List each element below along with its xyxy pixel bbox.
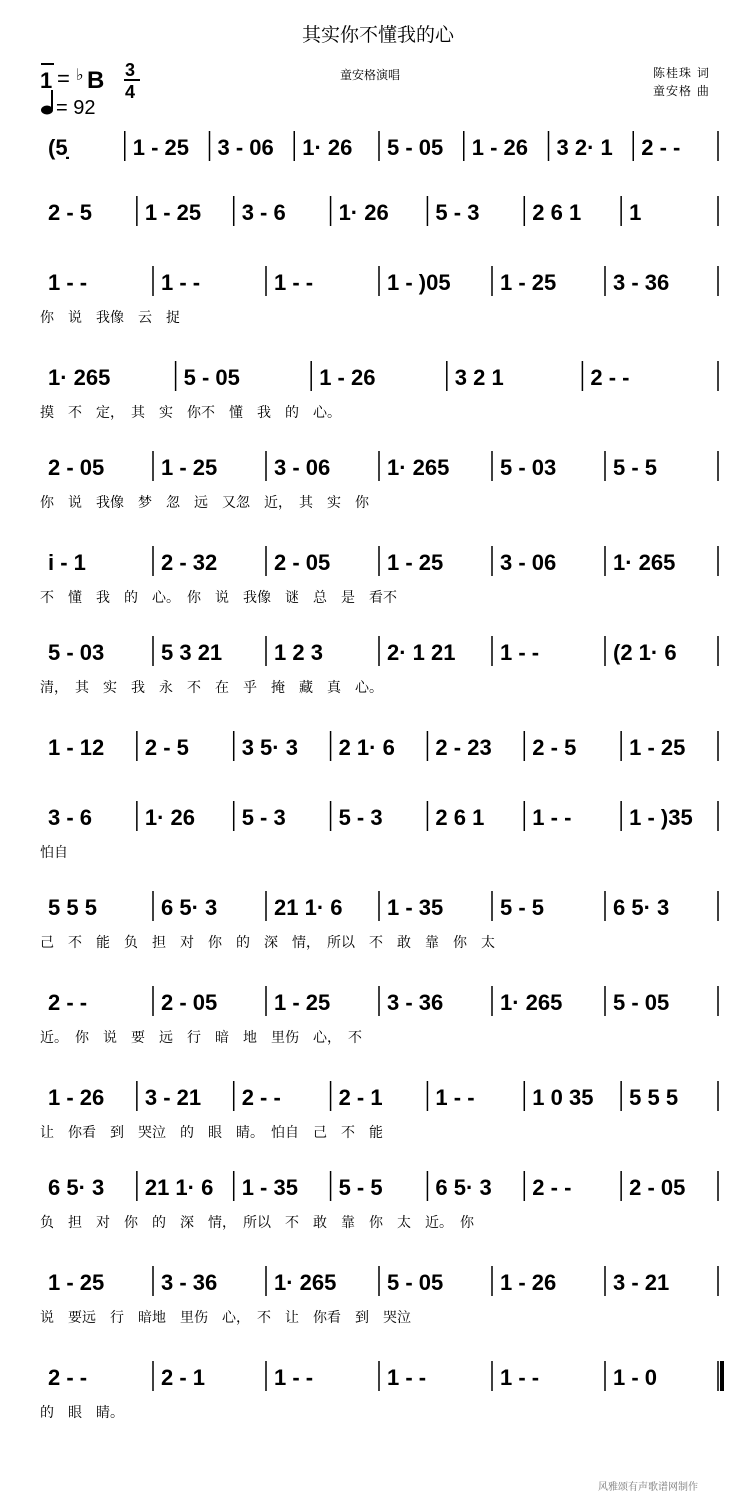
lyric-line: 不 懂 我 的 心。 你 说 我像 谜 总 是 看不 <box>40 590 397 606</box>
measure: 1 - - <box>500 640 540 665</box>
measure: 1· 265 <box>48 365 111 390</box>
measure: 1 - 26 <box>48 1085 105 1110</box>
measure: 5 5 5 <box>629 1085 679 1110</box>
measure: 5 - 05 <box>183 365 240 390</box>
measure: 1 - 12 <box>48 735 105 760</box>
measure: 2 1· 6 <box>338 735 395 760</box>
key-tonic: 1 <box>40 68 53 93</box>
measure: 3 - 36 <box>613 270 670 295</box>
lyric-line: 你 说 我像 云 捉 <box>40 310 180 326</box>
measure: 2 - 5 <box>48 200 93 225</box>
lyric-line: 说 要远 行 暗地 里伤 心， 不 让 你看 到 哭泣 <box>40 1310 411 1326</box>
measure: 2 - 23 <box>435 735 492 760</box>
measure: 1 2 3 <box>274 640 323 665</box>
measure: 5 3 21 <box>161 640 223 665</box>
measure: 5 5 5 <box>48 895 97 920</box>
measure: 5 - 5 <box>338 1175 383 1200</box>
measure: 5 - 5 <box>613 455 658 480</box>
footer-credit: 风雅颂有声歌谱网制作 <box>598 1482 698 1493</box>
measure: 2 - 5 <box>532 735 577 760</box>
score-row <box>40 801 718 861</box>
measure: 6 5· 3 <box>161 895 218 920</box>
measure: 1 - 0 <box>613 1365 658 1390</box>
measure: 1 - - <box>274 270 314 295</box>
measure: 1· 26 <box>338 200 389 225</box>
lyric-line: 负 担 对 你 的 深 情， 所以 不 敢 靠 你 太 近。 你 <box>40 1215 474 1231</box>
measure: 1 - )05 <box>387 270 451 295</box>
lyricist-credit: 陈桂珠 词 <box>653 66 710 80</box>
lyric-line: 让 你看 到 哭泣 的 眼 睛。 怕自 己 不 能 <box>40 1125 383 1141</box>
measure: 1· 265 <box>613 550 676 575</box>
measure: 2 - 5 <box>144 735 189 760</box>
measure: 5 - 5 <box>500 895 545 920</box>
measure: 1 - 35 <box>387 895 444 920</box>
measure: 3 - 06 <box>217 135 274 160</box>
lyric-line: 怕自 <box>40 845 68 861</box>
measure: 1 - - <box>48 270 88 295</box>
measure: 3 - 36 <box>161 1270 218 1295</box>
measure: 2 - 32 <box>161 550 218 575</box>
measure: 1· 265 <box>274 1270 337 1295</box>
measure: 2 - 05 <box>48 455 105 480</box>
measure: 21 1· 6 <box>144 1175 214 1200</box>
measure: 2 - 05 <box>629 1175 686 1200</box>
measure: 1· 265 <box>500 990 563 1015</box>
measure: 1 - - <box>161 270 201 295</box>
measure: 1 - 25 <box>132 135 190 160</box>
measure: 1· 265 <box>387 455 450 480</box>
measure: 1 - 25 <box>48 1270 105 1295</box>
time-bottom: 4 <box>125 82 136 102</box>
measure: 1 - 26 <box>471 135 529 160</box>
measure: 3 2· 1 <box>556 135 613 160</box>
measure: 2 6 1 <box>435 805 485 830</box>
measure: 3 - 6 <box>241 200 286 225</box>
measure: i - 1 <box>48 550 86 575</box>
measure: 3 - 21 <box>144 1085 202 1110</box>
score-row <box>40 266 718 326</box>
measure: 3 5· 3 <box>241 735 298 760</box>
measure: 5 - 3 <box>338 805 383 830</box>
measure: 5 - 05 <box>613 990 670 1015</box>
measure: 1 - - <box>274 1365 314 1390</box>
score-row <box>40 1361 718 1421</box>
measure: 3 - 06 <box>274 455 331 480</box>
measure: 2 - 1 <box>161 1365 206 1390</box>
measure: 2 - - <box>641 135 681 160</box>
measure: 6 5· 3 <box>613 895 670 920</box>
measure: 1 - 25 <box>161 455 218 480</box>
score-row <box>40 361 718 421</box>
key-note: B <box>87 67 105 94</box>
measure: 5 - 03 <box>500 455 557 480</box>
score-row <box>40 451 718 511</box>
measure: 1 - 35 <box>241 1175 298 1200</box>
measure: 2 6 1 <box>532 200 582 225</box>
measure: 1 - 25 <box>500 270 557 295</box>
measure: 1 - 25 <box>274 990 331 1015</box>
measure: 1 - 25 <box>387 550 444 575</box>
singer-credit: 童安格演唱 <box>340 68 401 82</box>
measure: 5 - 05 <box>387 135 444 160</box>
tempo-value: = 92 <box>56 97 96 119</box>
score-row <box>40 636 718 696</box>
score-row <box>40 1171 718 1231</box>
score-row <box>40 891 718 951</box>
score-row <box>48 196 718 226</box>
lyric-line: 的 眼 睛。 <box>40 1405 124 1421</box>
measure: 3 - 06 <box>500 550 557 575</box>
measure: 2 - 1 <box>338 1085 383 1110</box>
measure: 1 - )35 <box>629 805 693 830</box>
song-title: 其实你不懂我的心 <box>301 24 454 46</box>
measure: 6 5· 3 <box>435 1175 492 1200</box>
measure: 1 - - <box>500 1365 540 1390</box>
measure: (2 1· 6 <box>613 640 677 665</box>
score-row <box>40 1266 718 1326</box>
measure: (5̣ <box>48 135 68 160</box>
measure: 6 5· 3 <box>48 1175 105 1200</box>
measure: 5 - 3 <box>241 805 286 830</box>
measure: 2· 1 21 <box>387 640 456 665</box>
time-top: 3 <box>125 60 136 80</box>
measure: 1 <box>629 200 642 225</box>
measure: 2 - 05 <box>274 550 331 575</box>
measure: 2 - 05 <box>161 990 218 1015</box>
measure: 1· 26 <box>144 805 196 830</box>
measure: 21 1· 6 <box>274 895 343 920</box>
measure: 1 - - <box>532 805 572 830</box>
measure: 3 - 36 <box>387 990 444 1015</box>
measure: 1 - 25 <box>629 735 686 760</box>
measure: 2 - - <box>532 1175 572 1200</box>
measure: 1 - - <box>387 1365 427 1390</box>
measure: 3 - 6 <box>48 805 93 830</box>
lyric-line: 清， 其 实 我 永 不 在 乎 掩 藏 真 心。 <box>40 680 383 696</box>
key-flat: ♭ <box>76 67 84 84</box>
key-equals: = <box>57 66 70 91</box>
measure: 1 - 26 <box>319 365 376 390</box>
lyric-line: 摸 不 定， 其 实 你不 懂 我 的 心。 <box>40 405 341 421</box>
measure: 1 - - <box>435 1085 475 1110</box>
measure: 3 - 21 <box>613 1270 670 1295</box>
measure: 2 - - <box>48 1365 88 1390</box>
measure: 2 - - <box>241 1085 281 1110</box>
measure: 5 - 05 <box>387 1270 444 1295</box>
score-row <box>48 131 718 161</box>
measure: 2 - - <box>590 365 630 390</box>
measure: 1· 26 <box>302 135 353 160</box>
measure: 1 0 35 <box>532 1085 594 1110</box>
measure: 5 - 3 <box>435 200 480 225</box>
score-row <box>40 986 718 1046</box>
score-row <box>40 1081 718 1141</box>
lyric-line: 近。 你 说 要 远 行 暗 地 里伤 心， 不 <box>40 1030 362 1046</box>
composer-credit: 童安格 曲 <box>653 84 710 98</box>
score-row <box>48 731 718 761</box>
measure: 2 - - <box>48 990 88 1015</box>
measure: 5 - 03 <box>48 640 105 665</box>
lyric-line: 你 说 我像 梦 忽 远 又忽 近， 其 实 你 <box>40 495 369 511</box>
score-row <box>40 546 718 606</box>
measure: 1 - 25 <box>144 200 202 225</box>
measure: 1 - 26 <box>500 1270 557 1295</box>
measure: 3 2 1 <box>454 365 504 390</box>
lyric-line: 己 不 能 负 担 对 你 的 深 情， 所以 不 敢 靠 你 太 <box>40 935 495 951</box>
